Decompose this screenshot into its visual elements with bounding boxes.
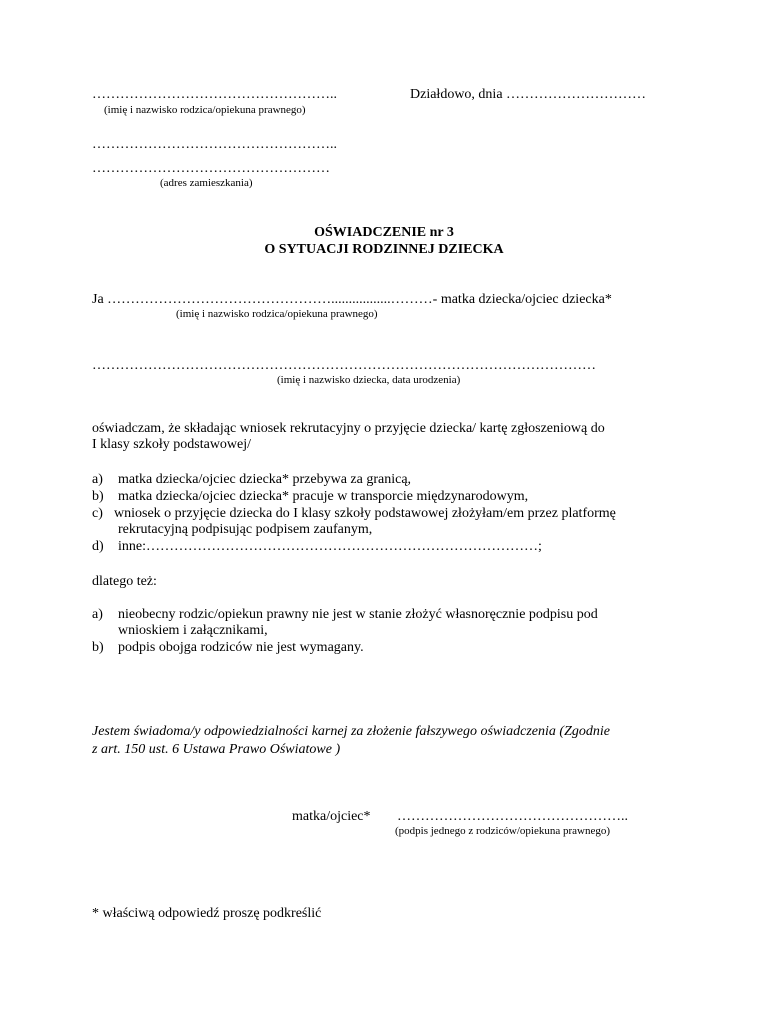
- option-text: inne:…………………………………………………………………………;: [118, 539, 542, 554]
- option-text: matka dziecka/ojciec dziecka* pracuje w transporcie międzynarodowym,: [118, 489, 529, 504]
- consequence-text: podpis obojga rodziców nie jest wymagany.: [118, 640, 364, 655]
- document-title: OŚWIADCZENIE nr 3: [314, 225, 454, 240]
- signature-field: …………………………………………..: [397, 809, 628, 824]
- declarant-caption: (imię i nazwisko rodzica/opiekuna prawnego): [176, 308, 378, 320]
- consequence-text: nieobecny rodzic/opiekun prawny nie jest w stanie złożyć własnoręcznie podpisu pod: [118, 607, 598, 622]
- address-field-2: ……………………………………………: [92, 161, 330, 176]
- consequence-text: wnioskiem i załącznikami,: [118, 623, 268, 638]
- option-letter: d): [92, 539, 104, 554]
- footnote: * właściwą odpowiedź proszę podkreślić: [92, 906, 322, 921]
- document-subtitle: O SYTUACJI RODZINNEJ DZIECKA: [264, 242, 504, 257]
- statement-line-2: I klasy szkoły podstawowej/: [92, 437, 252, 452]
- declarant-line: Ja ………………………………………….................………- matka dziecka/ojciec dziecka*: [92, 292, 612, 307]
- therefore-label: dlatego też:: [92, 574, 157, 589]
- address-caption: (adres zamieszkania): [160, 177, 253, 189]
- statement-line-1: oświadczam, że składając wniosek rekrutacyjny o przyjęcie dziecka/ kartę zgłoszeniową do: [92, 421, 605, 436]
- consequence-letter: b): [92, 640, 104, 655]
- option-text: wniosek o przyjęcie dziecka do I klasy szkoły podstawowej złożyłam/em przez platformę: [114, 506, 616, 521]
- parent-name-field: ……………………………………………..: [92, 87, 337, 102]
- parent-name-caption: (imię i nazwisko rodzica/opiekuna prawnego): [104, 104, 306, 116]
- awareness-line-2: z art. 150 ust. 6 Ustawa Prawo Oświatowe ): [92, 742, 341, 757]
- address-field-1: ……………………………………………..: [92, 137, 337, 152]
- option-letter: a): [92, 472, 103, 487]
- consequence-letter: a): [92, 607, 103, 622]
- option-letter: b): [92, 489, 104, 504]
- awareness-line-1: Jestem świadoma/y odpowiedzialności karnej za złożenie fałszywego oświadczenia (Zgodnie: [92, 724, 610, 739]
- signature-caption: (podpis jednego z rodziców/opiekuna prawnego): [395, 825, 611, 837]
- place-date-line: Działdowo, dnia …………………………: [410, 87, 647, 102]
- child-caption: (imię i nazwisko dziecka, data urodzenia): [277, 374, 461, 386]
- option-text: rekrutacyjną podpisując podpisem zaufanym,: [118, 522, 373, 537]
- option-letter: c): [92, 506, 103, 521]
- option-text: matka dziecka/ojciec dziecka* przebywa za granicą,: [118, 472, 412, 487]
- signature-label: matka/ojciec*: [292, 809, 371, 824]
- child-field: ………………………………………………………………………………………………: [92, 358, 596, 373]
